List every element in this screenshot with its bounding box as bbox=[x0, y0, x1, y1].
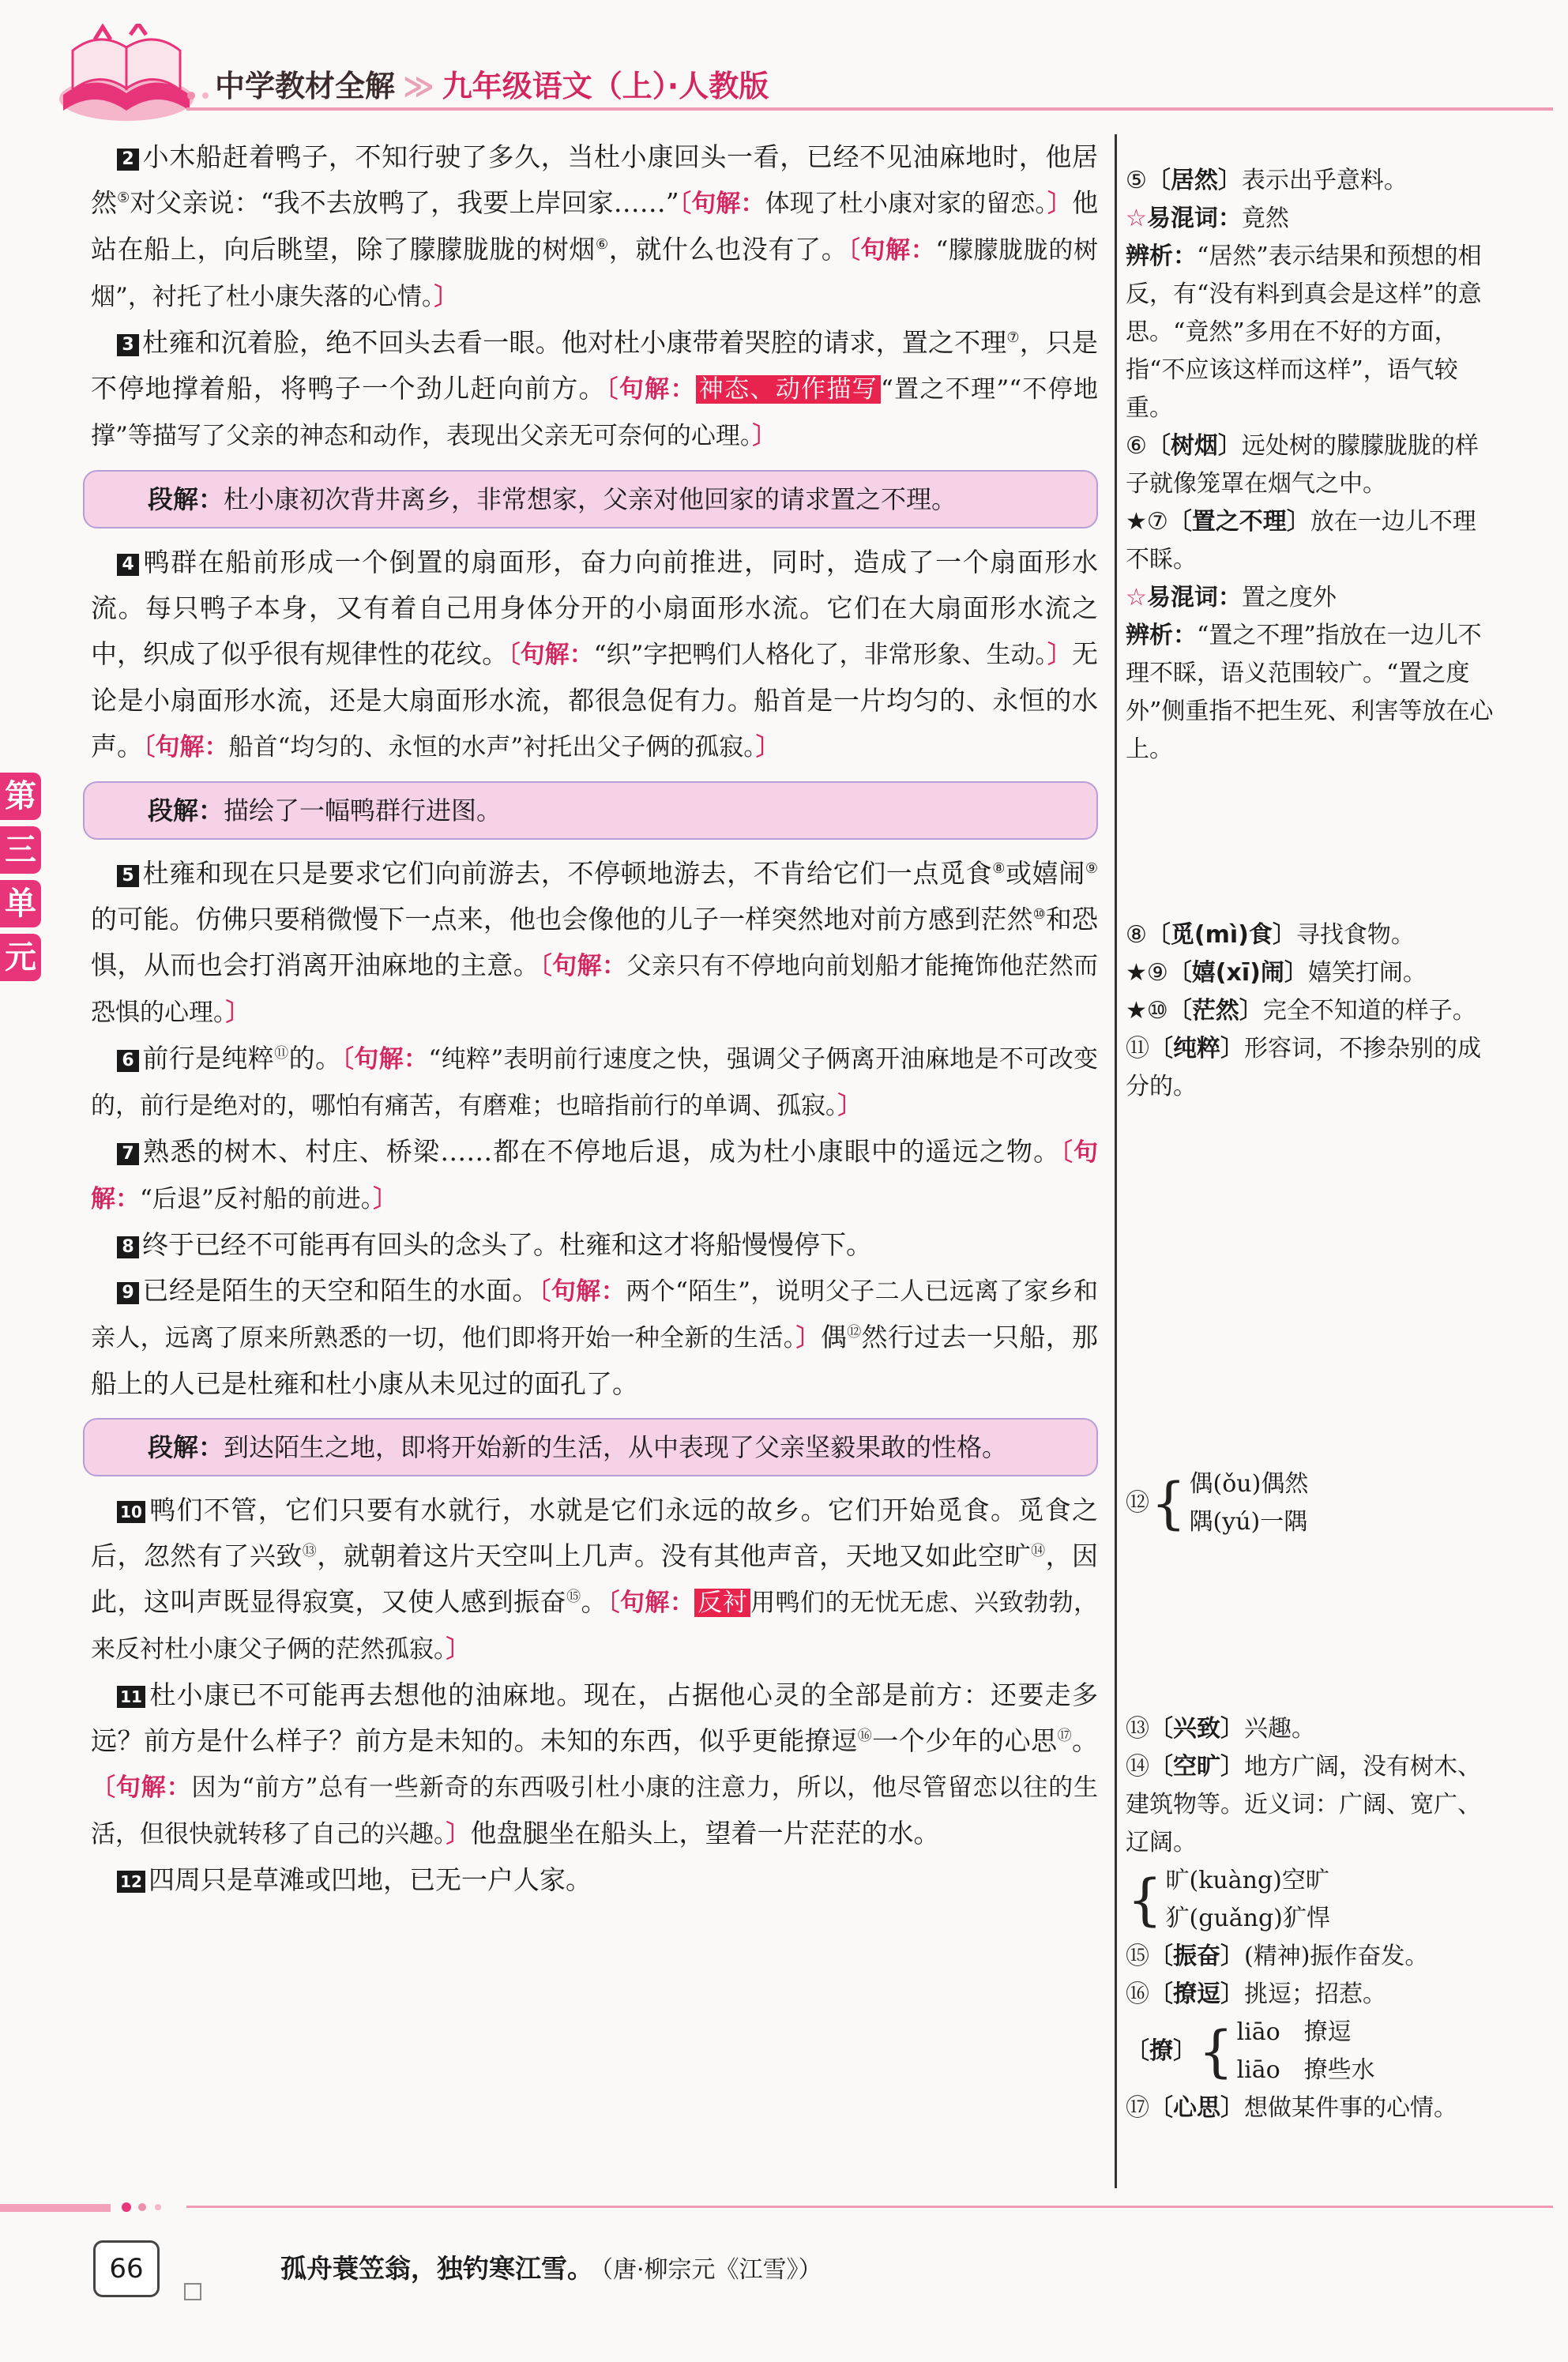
note-definition: 想做某件事的心情。 bbox=[1244, 2094, 1457, 2122]
body-text: 小木船赶着鸭子，不知行驶了多久，当杜小康回头一看，已经不见油麻地时，他居然 bbox=[91, 141, 1098, 218]
sentence-annotation: 〔句解：“织”字把鸭们人格化了，非常形象、生动。〕 bbox=[508, 641, 1073, 669]
body-text: 的。 bbox=[288, 1043, 342, 1074]
confusable-label: 易混词： bbox=[1146, 584, 1242, 611]
paragraph-2 bbox=[91, 134, 1098, 320]
body-text: 无论是小扇面形水流，还是大扇面形水流，都很急促有力。船首是一片均匀的、永恒的水声。 bbox=[91, 638, 1099, 762]
note-term: 〔茫然〕 bbox=[1168, 997, 1263, 1025]
series-name: 中学教材全解 bbox=[215, 69, 396, 103]
header-arrow-icon: ≫ bbox=[403, 69, 434, 103]
summary-text: 杜小康初次背井离乡，非常想家，父亲对他回家的请求置之不理。 bbox=[224, 484, 957, 514]
note-term: 〔空旷〕 bbox=[1149, 1753, 1244, 1781]
pronunciation-line: liāo 撩些水 bbox=[1236, 2056, 1375, 2084]
open-book-logo-icon bbox=[55, 24, 197, 126]
summary-label: 段解： bbox=[148, 1432, 224, 1462]
page-number: 66 bbox=[93, 2240, 160, 2297]
footer-dots-decoration bbox=[118, 2201, 182, 2213]
annotation-text: “纯粹”表明前行速度之快，强调父子俩离开油麻地是不可改变的，前行是绝对的，哪怕有痛苦，有磨难；也暗指前行的单调、孤寂。 bbox=[91, 1045, 1099, 1120]
body-text: 他站在船上，向后眺望，除了朦朦胧胧的树烟 bbox=[91, 187, 1099, 265]
body-text: 。 bbox=[581, 1586, 607, 1617]
book-series-title bbox=[215, 62, 769, 105]
notes-group-3 bbox=[1126, 1465, 1497, 1541]
note-8 bbox=[1126, 916, 1497, 954]
annotation-label: 句解： bbox=[691, 190, 765, 218]
summary-text: 到达陌生之地，即将开始新的生活，从中表现了父亲坚毅果敢的性格。 bbox=[224, 1432, 1008, 1462]
polyphone-char: 〔撩〕 bbox=[1126, 2037, 1197, 2065]
note-definition: 远处树的朦朦胧胧的样子就像笼罩在烟气之中。 bbox=[1126, 432, 1479, 498]
paragraph-number: 2 bbox=[117, 149, 139, 171]
summary-label: 段解： bbox=[148, 795, 224, 826]
note-term: 〔居然〕 bbox=[1146, 167, 1242, 194]
annotation-label: 句解： bbox=[552, 952, 627, 980]
body-text: 偶 bbox=[820, 1322, 848, 1352]
comparison-line: 隅(yú)一隅 bbox=[1189, 1508, 1308, 1536]
annotation-text: “后退”反衬船的前进。 bbox=[140, 1185, 374, 1213]
annotation-label: 句解： bbox=[91, 1138, 1099, 1213]
note-number: ⑭ bbox=[1126, 1753, 1149, 1781]
body-text: 杜雍和沉着脸，绝不回头去看一眼。他对杜小康带着哭腔的请求，置之不理 bbox=[142, 327, 1007, 358]
note-definition: 地方广阔，没有树木、建筑物等。近义词：广阔、宽广、辽阔。 bbox=[1126, 1753, 1481, 1856]
paragraph-3 bbox=[91, 320, 1098, 459]
star-filled-icon: ★ bbox=[1126, 959, 1147, 987]
annotation-text: “织”字把鸭们人格化了，非常形象、生动。 bbox=[593, 641, 1048, 669]
technique-highlight: 反衬 bbox=[694, 1589, 750, 1617]
note-definition: 嬉笑打闹。 bbox=[1307, 959, 1427, 987]
paragraph-12 bbox=[91, 1857, 1098, 1903]
paragraph-5 bbox=[91, 851, 1098, 1036]
confusable-text: 竟然 bbox=[1241, 205, 1289, 232]
confusable-text: 置之度外 bbox=[1241, 584, 1337, 611]
body-text: 终于已经不可能再有回头的念头了。杜雍和这才将船慢慢停下。 bbox=[142, 1229, 872, 1260]
footnote-marker: ⑦ bbox=[1006, 329, 1020, 346]
paragraph-9 bbox=[91, 1268, 1098, 1407]
sentence-annotation: 〔句解：父亲只有不停地向前划船才能掩饰他茫然而恐惧的心理。〕 bbox=[91, 952, 1099, 1027]
footnote-marker: ⑧ bbox=[992, 860, 1006, 877]
star-outline-icon: ☆ bbox=[1126, 584, 1147, 611]
paragraph-number: 8 bbox=[117, 1236, 139, 1258]
body-text: 熟悉的树木、村庄、桥梁……都在不停地后退，成为杜小康眼中的遥远之物。 bbox=[142, 1136, 1061, 1167]
annotation-text: 两个“陌生”，说明父子二人已远离了家乡和亲人，远离了原来所熟悉的一切，他们即将开始一种全新的生活。 bbox=[91, 1277, 1099, 1352]
star-filled-icon: ★ bbox=[1126, 997, 1147, 1025]
note-definition: 形容词，不掺杂别的成分的。 bbox=[1126, 1035, 1481, 1100]
unit-tab-char: 元 bbox=[0, 934, 41, 981]
polyphone-note bbox=[1126, 2014, 1497, 2089]
comparison-line: 犷(guǎng)犷悍 bbox=[1165, 1905, 1330, 1932]
body-text: 他盘腿坐在船头上，望着一片茫茫的水。 bbox=[470, 1818, 940, 1849]
sentence-annotation: 〔句解：“后退”反衬船的前进。〕 bbox=[91, 1138, 1099, 1213]
brace-icon: { bbox=[1127, 1867, 1163, 1932]
body-text: 一个少年的心思 bbox=[872, 1725, 1058, 1756]
note-definition: 放在一边儿不理不睬。 bbox=[1126, 508, 1476, 574]
header-dots-decoration bbox=[169, 88, 216, 103]
paragraph-6 bbox=[91, 1036, 1098, 1129]
sentence-annotation: 〔句解：“纯粹”表明前行速度之快，强调父子俩离开油麻地是不可改变的，前行是绝对的，哪怕有痛苦，有磨难；也暗指前行的单调、孤寂。〕 bbox=[91, 1045, 1099, 1120]
paragraph-8 bbox=[91, 1222, 1098, 1268]
footnote-marker: ⑭ bbox=[1031, 1543, 1046, 1559]
body-text: 或嬉闹 bbox=[1006, 858, 1085, 889]
note-6 bbox=[1126, 427, 1497, 503]
sentence-annotation: 〔句解： 神态、动作描写 “置之不理”“不停地撑”等描写了父亲的神态和动作，表现出父亲无可奈何的心理。〕 bbox=[91, 375, 1099, 450]
brace-icon: { bbox=[1151, 1471, 1186, 1536]
column-divider bbox=[1115, 134, 1117, 2188]
char-comparison bbox=[1166, 1862, 1330, 1938]
pronunciations bbox=[1237, 2014, 1375, 2089]
char-comparison bbox=[1190, 1465, 1309, 1541]
note-5 bbox=[1126, 162, 1497, 200]
note-term: 〔觅(mì)食〕 bbox=[1146, 921, 1296, 949]
unit-tab-char: 第 bbox=[0, 773, 41, 820]
footnote-marker: ⑪ bbox=[274, 1045, 289, 1062]
paragraph-4 bbox=[91, 540, 1098, 770]
sentence-annotation: 〔句解：船首“均匀的、永恒的水声”衬托出父子俩的孤寂。〕 bbox=[143, 733, 780, 762]
analysis-text: “置之不理”指放在一边儿不理不睬，语义范围较广。“置之度外”侧重指不把生死、利害等放在心上。 bbox=[1126, 622, 1494, 763]
note-term: 〔嬉(xī)闹〕 bbox=[1168, 959, 1308, 987]
footer-rule bbox=[186, 2206, 1553, 2208]
annotation-text: 父亲只有不停地向前划船才能掩饰他茫然而恐惧的心理。 bbox=[91, 952, 1099, 1027]
analysis-note bbox=[1126, 617, 1497, 769]
body-text: 。 bbox=[1072, 1725, 1099, 1756]
note-9 bbox=[1126, 954, 1497, 992]
body-text: 杜雍和现在只是要求它们向前游去，不停顿地游去，不肯给它们一点觅食 bbox=[142, 858, 993, 889]
footnote-marker: ⑮ bbox=[566, 1589, 581, 1605]
analysis-label: 辨析： bbox=[1126, 243, 1197, 270]
annotation-label: 句解： bbox=[619, 375, 696, 404]
note-number: ⑮ bbox=[1126, 1943, 1149, 1970]
footnote-marker: ⑤ bbox=[117, 190, 130, 206]
body-text: 的可能。仿佛只要稍微慢下一点来，他也会像他的儿子一样突然地对前方感到茫然 bbox=[91, 904, 1033, 935]
notes-group-1 bbox=[1126, 162, 1497, 769]
body-text: 四周只是草滩或凹地，已无一户人家。 bbox=[149, 1864, 592, 1895]
footnote-marker: ⑰ bbox=[1057, 1728, 1073, 1744]
annotation-text: 因为“前方”总有一些新奇的东西吸引杜小康的注意力，所以，他尽管留恋以往的生活，但很快就转移了自己的兴趣。 bbox=[91, 1773, 1098, 1849]
poem-line: 孤舟蓑笠翁，独钓寒江雪。 bbox=[280, 2253, 593, 2284]
body-text: 杜小康已不可能再去想他的油麻地。现在，占据他心灵的全部是前方：还要走多远？前方是什么样子？前方是未知的。未知的东西，似乎更能撩逗 bbox=[91, 1679, 1098, 1756]
paragraph-7 bbox=[91, 1129, 1098, 1222]
body-text: 然行过去一只船，那船上的人已是杜雍和杜小康从未见过的面孔了。 bbox=[91, 1322, 1098, 1399]
brace-icon: { bbox=[1198, 2019, 1234, 2084]
body-text: 前行是纯粹 bbox=[142, 1043, 275, 1074]
paragraph-number: 6 bbox=[117, 1050, 139, 1072]
note-number: ⑫ bbox=[1126, 1489, 1149, 1517]
annotation-text: 体现了杜小康对家的留恋。 bbox=[765, 190, 1047, 218]
note-15 bbox=[1126, 1938, 1497, 1976]
note-number: ⑧ bbox=[1126, 921, 1147, 949]
note-16 bbox=[1126, 1976, 1497, 2014]
paragraph-summary bbox=[83, 781, 1098, 840]
paragraph-number: 7 bbox=[117, 1143, 139, 1165]
sentence-annotation: 〔句解：“朦朦胧胧的树烟”，衬托了杜小康失落的心情。〕 bbox=[91, 236, 1099, 311]
note-7 bbox=[1126, 503, 1497, 579]
main-text-column bbox=[91, 134, 1098, 1903]
footnote-marker: ⑯ bbox=[857, 1728, 873, 1744]
paragraph-number: 4 bbox=[117, 554, 139, 576]
note-term: 〔撩逗〕 bbox=[1149, 1980, 1244, 2008]
note-term: 〔振奋〕 bbox=[1149, 1943, 1244, 1970]
header-rule bbox=[186, 107, 1553, 111]
note-11 bbox=[1126, 1030, 1497, 1106]
annotation-label: 句解： bbox=[860, 236, 936, 265]
note-definition: 完全不知道的样子。 bbox=[1262, 997, 1476, 1025]
checkbox-decoration-icon bbox=[184, 2283, 201, 2300]
body-text: ，因此，这叫声既显得寂寞，又使人感到振奋 bbox=[91, 1540, 1099, 1617]
note-number: ⑰ bbox=[1126, 2094, 1149, 2122]
poem-source: （唐·柳宗元《江雪》） bbox=[601, 2256, 822, 2284]
footer-quote bbox=[280, 2248, 822, 2285]
annotation-text: “朦朦胧胧的树烟”，衬托了杜小康失落的心情。 bbox=[91, 236, 1099, 311]
body-text: 鸭群在船前形成一个倒置的扇面形，奋力向前推进，同时，造成了一个扇面形水流。每只鸭子本身，又有着自己用身体分开的小扇面形水流。它们在大扇面形水流之中，织成了似乎很有规律性的花纹。 bbox=[91, 547, 1098, 669]
star-outline-icon: ☆ bbox=[1126, 205, 1147, 232]
footnote-marker: ⑬ bbox=[302, 1543, 318, 1559]
grade-subject: 九年级语文（上）·人教版 bbox=[442, 69, 769, 103]
footnote-marker: ⑥ bbox=[595, 236, 609, 253]
annotation-text: 用鸭们的无忧无虑、兴致勃勃，来反衬杜小康父子俩的茫然孤寂。 bbox=[91, 1589, 1099, 1664]
note-term: 〔置之不理〕 bbox=[1168, 508, 1310, 536]
note-term: 〔树烟〕 bbox=[1146, 432, 1242, 460]
note-number: ⑯ bbox=[1126, 1980, 1149, 2008]
analysis-text: “居然”表示结果和预想的相反，有“没有料到真会是这样”的意思。“竟然”多用在不好的方面，指“不应该这样而这样”，语气较重。 bbox=[1126, 243, 1482, 422]
paragraph-10 bbox=[91, 1488, 1098, 1672]
note-13 bbox=[1126, 1710, 1497, 1748]
note-number: ⑪ bbox=[1126, 1035, 1149, 1063]
note-14 bbox=[1126, 1748, 1497, 1862]
unit-side-tab bbox=[0, 773, 47, 1010]
annotation-text: “置之不理”“不停地撑”等描写了父亲的神态和动作，表现出父亲无可奈何的心理。 bbox=[91, 375, 1099, 450]
sentence-annotation: 〔句解：两个“陌生”，说明父子二人已远离了家乡和亲人，远离了原来所熟悉的一切，他们即将开始一种全新的生活。〕 bbox=[91, 1277, 1099, 1352]
comparison-line: 偶(ǒu)偶然 bbox=[1189, 1470, 1309, 1498]
annotation-label: 句解： bbox=[551, 1277, 626, 1306]
pronunciation-line: liāo 撩逗 bbox=[1236, 2018, 1352, 2046]
unit-tab-char: 三 bbox=[0, 826, 41, 874]
footer-accent-bar bbox=[0, 2204, 111, 2212]
paragraph-number: 11 bbox=[117, 1686, 145, 1708]
note-number: ⑬ bbox=[1126, 1715, 1149, 1743]
footnote-marker: ⑫ bbox=[847, 1324, 862, 1341]
analysis-label: 辨析： bbox=[1126, 622, 1197, 649]
paragraph-number: 3 bbox=[117, 334, 139, 356]
note-definition: 挑逗；招惹。 bbox=[1244, 1980, 1386, 2008]
note-term: 〔心思〕 bbox=[1149, 2094, 1244, 2122]
paragraph-number: 9 bbox=[117, 1282, 139, 1304]
sentence-annotation: 〔句解：因为“前方”总有一些新奇的东西吸引杜小康的注意力，所以，他尽管留恋以往的生活，但很快就转移了自己的兴趣。〕 bbox=[91, 1773, 1098, 1849]
paragraph-summary bbox=[83, 470, 1098, 528]
note-definition: (精神)振作奋发。 bbox=[1244, 1943, 1429, 1970]
body-text: ，就什么也没有了。 bbox=[608, 234, 848, 265]
body-text: 对父亲说：“我不去放鸭了，我要上岸回家……” bbox=[130, 187, 679, 218]
note-number: ⑩ bbox=[1146, 997, 1168, 1025]
body-text: ，只是不停地撑着船，将鸭子一个劲儿赶向前方。 bbox=[91, 327, 1099, 404]
note-definition: 寻找食物。 bbox=[1295, 921, 1415, 949]
page-header bbox=[0, 0, 1568, 134]
note-term: 〔兴致〕 bbox=[1149, 1715, 1244, 1743]
note-number: ⑨ bbox=[1146, 959, 1168, 987]
char-comparison-14 bbox=[1126, 1862, 1497, 1938]
note-17 bbox=[1126, 2089, 1497, 2127]
paragraph-number: 10 bbox=[117, 1501, 145, 1523]
paragraph-number: 12 bbox=[117, 1871, 145, 1893]
unit-tab-char: 单 bbox=[0, 880, 41, 927]
body-text: ，就朝着这片天空叫上几声。没有其他声音，天地又如此空旷 bbox=[317, 1540, 1032, 1571]
annotation-label: 句解： bbox=[115, 1773, 192, 1802]
sentence-annotation: 〔句解：体现了杜小康对家的留恋。〕 bbox=[679, 190, 1073, 218]
note-number: ⑦ bbox=[1146, 508, 1168, 536]
summary-text: 描绘了一幅鸭群行进图。 bbox=[224, 795, 502, 826]
technique-highlight: 神态、动作描写 bbox=[696, 375, 881, 404]
confusable-word bbox=[1126, 200, 1497, 238]
sentence-annotation: 〔句解： 反衬 用鸭们的无忧无虑、兴致勃勃，来反衬杜小康父子俩的茫然孤寂。〕 bbox=[91, 1589, 1099, 1664]
footnote-marker: ⑩ bbox=[1032, 906, 1046, 923]
annotation-label: 句解： bbox=[619, 1589, 695, 1617]
note-number: ⑤ bbox=[1126, 167, 1147, 194]
note-definition: 表示出乎意料。 bbox=[1241, 167, 1408, 194]
annotation-label: 句解： bbox=[354, 1045, 429, 1074]
annotation-label: 句解： bbox=[520, 641, 594, 669]
note-10 bbox=[1126, 992, 1497, 1030]
analysis-note bbox=[1126, 238, 1497, 427]
paragraph-summary bbox=[83, 1418, 1098, 1476]
note-definition: 兴趣。 bbox=[1244, 1715, 1315, 1743]
notes-group-2 bbox=[1126, 916, 1497, 1106]
footnote-marker: ⑨ bbox=[1085, 860, 1099, 877]
notes-group-4 bbox=[1126, 1710, 1497, 2127]
star-filled-icon: ★ bbox=[1126, 508, 1147, 536]
summary-label: 段解： bbox=[148, 484, 224, 514]
confusable-label: 易混词： bbox=[1146, 205, 1242, 232]
annotation-text: 船首“均匀的、永恒的水声”衬托出父子俩的孤寂。 bbox=[228, 733, 756, 762]
comparison-line: 旷(kuàng)空旷 bbox=[1165, 1867, 1329, 1894]
paragraph-11 bbox=[91, 1672, 1098, 1857]
paragraph-number: 5 bbox=[117, 865, 139, 887]
note-term: 〔纯粹〕 bbox=[1149, 1035, 1244, 1063]
note-number: ⑥ bbox=[1126, 432, 1147, 460]
body-text: 已经是陌生的天空和陌生的水面。 bbox=[142, 1275, 539, 1306]
body-text: 鸭们不管，它们只要有水就行，水就是它们永远的故乡。它们开始觅食。觅食之后，忽然有了兴致 bbox=[91, 1495, 1098, 1571]
confusable-word bbox=[1126, 579, 1497, 617]
annotation-label: 句解： bbox=[155, 733, 229, 762]
note-12 bbox=[1126, 1465, 1497, 1541]
body-text: 和恐惧，从而也会打消离开油麻地的主意。 bbox=[91, 904, 1099, 980]
